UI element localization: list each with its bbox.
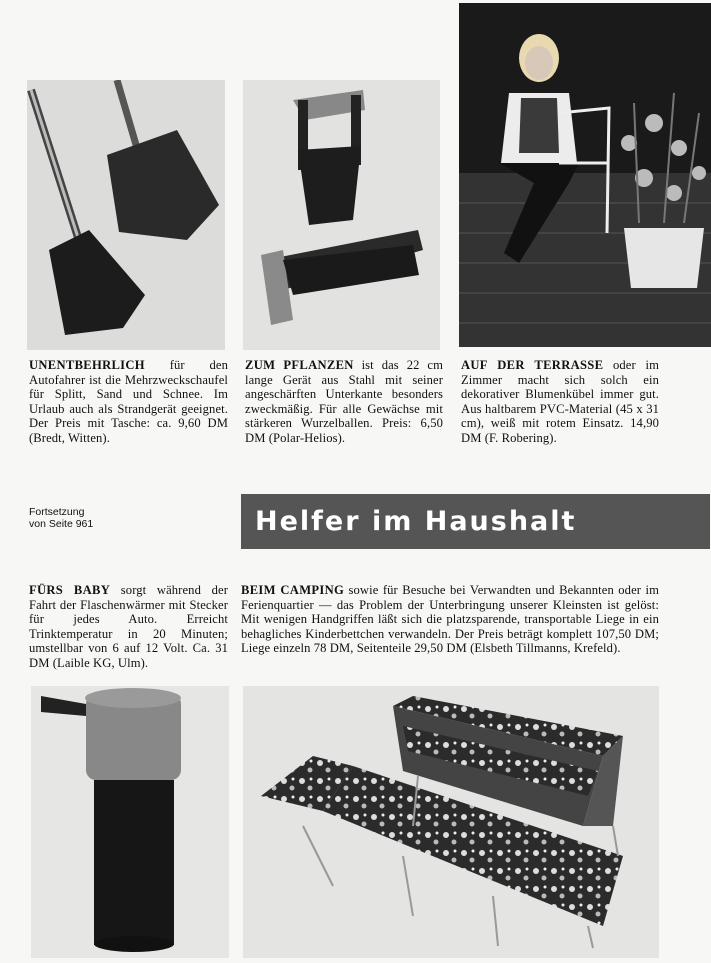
section-title: Helfer im Haushalt	[255, 506, 577, 537]
camping-cot-photo	[243, 686, 659, 958]
caption-camping	[241, 583, 659, 656]
caption-text: sowie für Besuche bei Verwandten und Bekannten oder im Ferienquartier — das Problem der Unterbringung unserer Kleinsten ist gelöst: Mit wenigen Handgriffen läßt sich die platzsparende, transportable Liege in ein behagliches Kinderbettchen verwandeln. Der Preis beträgt komplett 107,50 DM; Liege einzeln 78 DM, Seitenteile 29,50 DM (Elsbeth Tillmanns, Krefeld).	[241, 583, 659, 656]
planting-tool-photo	[243, 80, 440, 350]
caption-text: sorgt während der Fahrt der Flaschenwärmer mit Stecker für jedes Auto. Erreicht Trinktemperatur in 20 Minuten; umstellbar von 6 auf 12 Volt. Ca. 31 DM (Laible KG, Ulm).	[29, 583, 228, 670]
caption-lead: AUF DER TERRASSE	[461, 358, 604, 372]
shovel-photo	[27, 80, 225, 350]
caption-lead: BEIM CAMPING	[241, 583, 345, 597]
caption-shovel	[29, 358, 228, 446]
caption-lead: UNENTBEHRLICH	[29, 358, 145, 372]
caption-lead: FÜRS BABY	[29, 583, 111, 597]
caption-text: ist das 22 cm lange Gerät aus Stahl mit seiner angeschärften Unterkante besonders zweckmäßig. Für alle Gewächse mit stärkeren Wurzelballen. Preis: 6,50 DM (Polar-Helios).	[245, 358, 443, 445]
caption-planting-tool	[245, 358, 443, 446]
continuation-line-2: von Seite 961	[29, 518, 94, 530]
caption-text: oder im Zimmer macht sich solch ein dekorativer Blumenkübel immer gut. Aus haltbarem PVC-Material (45 x 31 cm), weiß mit rotem Einsatz. 14,90 DM (F. Robering).	[461, 358, 659, 445]
bottle-warmer-photo	[31, 686, 229, 958]
caption-baby	[29, 583, 228, 671]
section-banner	[241, 494, 710, 549]
continuation-line-1: Fortsetzung	[29, 506, 85, 518]
caption-terrace	[461, 358, 659, 446]
continuation-note	[29, 506, 93, 530]
caption-lead: ZUM PFLANZEN	[245, 358, 354, 372]
terrace-woman-flower-tub-photo	[459, 3, 711, 347]
caption-text: für den Autofahrer ist die Mehrzweckschaufel für Splitt, Sand und Schnee. Im Urlaub auch als Strandgerät geeignet. Der Preis mit Tasche: ca. 9,60 DM (Bredt, Witten).	[29, 358, 228, 445]
